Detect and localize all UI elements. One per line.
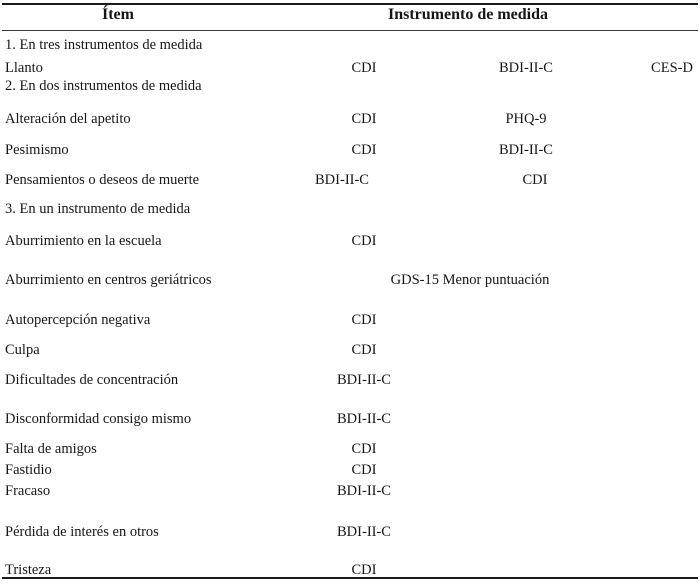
table-row <box>0 59 700 77</box>
table-header-row <box>0 6 700 24</box>
instrument-value: BDI-II-C <box>337 524 391 540</box>
table-row <box>0 461 700 479</box>
table-row <box>0 561 700 579</box>
instrument-value: BDI-II-C <box>337 372 391 388</box>
instrument-value: BDI-II-C <box>337 483 391 499</box>
table-row <box>0 523 700 541</box>
item-label: Tristeza <box>5 562 52 578</box>
item-label: Aburrimiento en centros geriátricos <box>5 272 212 288</box>
instrument-value: CDI <box>351 462 377 478</box>
table-row <box>0 232 700 250</box>
instrument-value: GDS-15 Menor puntuación <box>390 272 550 288</box>
item-label: Autopercepción negativa <box>5 312 151 328</box>
instrument-value: BDI-II-C <box>315 172 369 188</box>
instrument-value: BDI-II-C <box>499 142 553 158</box>
table-row <box>0 141 700 159</box>
instrument-value: CDI <box>351 562 377 578</box>
instrument-value: CDI <box>351 111 377 127</box>
item-label: Dificultades de concentración <box>5 372 179 388</box>
table-top-rule <box>2 3 698 5</box>
instrument-value: BDI-II-C <box>337 411 391 427</box>
table-row <box>0 341 700 359</box>
item-label: Llanto <box>5 60 43 76</box>
item-label: Fastidio <box>5 462 52 478</box>
table-row <box>0 311 700 329</box>
table-row <box>0 110 700 128</box>
instrument-value: CDI <box>351 60 377 76</box>
table-row <box>0 271 700 289</box>
section-label: 1. En tres instrumentos de medida <box>5 37 203 53</box>
column-header-item: Ítem <box>102 6 134 23</box>
instrument-value: CES-D <box>651 60 693 76</box>
table-row <box>0 171 700 189</box>
item-label: Aburrimiento en la escuela <box>5 233 162 249</box>
table-row <box>0 482 700 500</box>
item-label: Fracaso <box>5 483 51 499</box>
table-section-row <box>0 77 700 95</box>
table-row <box>0 371 700 389</box>
table-section-row <box>0 200 700 218</box>
item-label: Falta de amigos <box>5 441 97 457</box>
section-label: 3. En un instrumento de medida <box>5 201 191 217</box>
item-label: Pesimismo <box>5 142 69 158</box>
section-label: 2. En dos instrumentos de medida <box>5 78 202 94</box>
item-label: Pérdida de interés en otros <box>5 524 159 540</box>
item-label: Disconformidad consigo mismo <box>5 411 192 427</box>
item-label: Alteración del apetito <box>5 111 131 127</box>
table-row <box>0 440 700 458</box>
item-label: Culpa <box>5 342 40 358</box>
instrument-value: CDI <box>351 233 377 249</box>
instrument-value: CDI <box>351 342 377 358</box>
column-header-instrument: Instrumento de medida <box>387 6 548 23</box>
table-header-rule <box>2 30 698 31</box>
instrument-value: BDI-II-C <box>499 60 553 76</box>
table-section-row <box>0 36 700 54</box>
instrument-value: CDI <box>522 172 548 188</box>
instrument-value: CDI <box>351 142 377 158</box>
instrument-value: CDI <box>351 312 377 328</box>
table-row <box>0 410 700 428</box>
instrument-value: PHQ-9 <box>505 111 547 127</box>
item-label: Pensamientos o deseos de muerte <box>5 172 200 188</box>
instrument-value: CDI <box>351 441 377 457</box>
